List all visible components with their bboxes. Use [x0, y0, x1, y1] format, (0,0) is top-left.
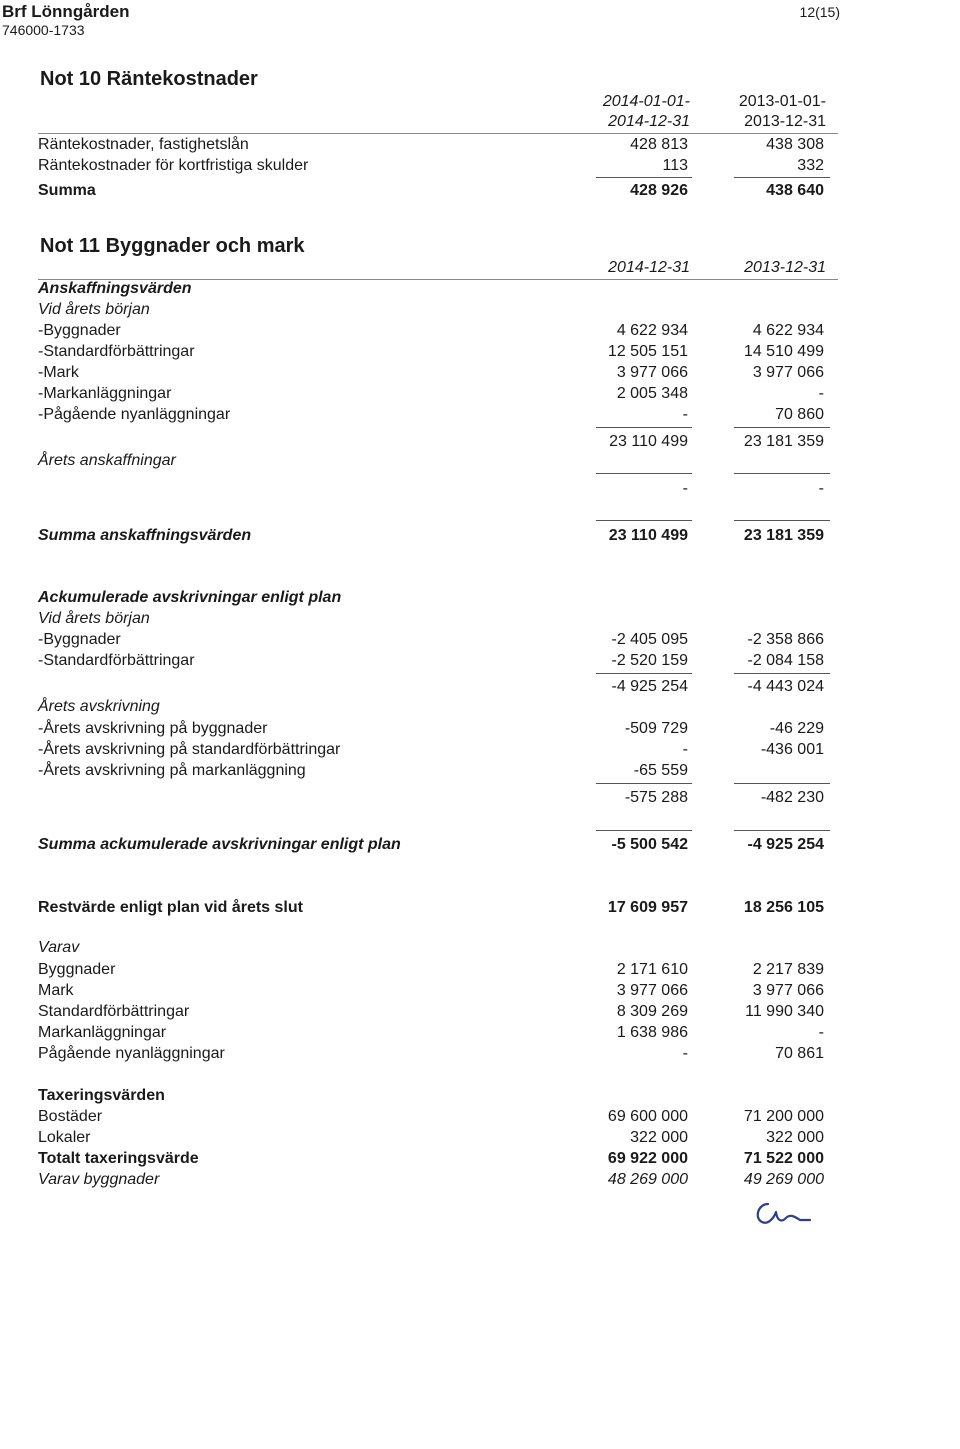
note10-col1-line2: 2014-12-31	[608, 113, 690, 130]
organization-number: 746000-1733	[2, 22, 85, 38]
note11-col1: 2014-12-31	[608, 259, 690, 276]
value-2014: 428 926	[630, 182, 688, 199]
table-row: Markanläggningar 1 638 986 -	[38, 1024, 824, 1041]
table-row: -Mark 3 977 066 3 977 066	[38, 364, 824, 381]
note10-row	[38, 136, 828, 158]
table-row: -Årets avskrivning på standardförbättringar - -436 001	[38, 741, 824, 758]
row-label: Summa	[38, 182, 96, 199]
subtotal-row: -575 288 -482 230	[624, 789, 824, 806]
handwritten-initials-icon	[748, 1196, 818, 1230]
section-heading: Ackumulerade avskrivningar enligt plan	[38, 589, 342, 606]
table-row: Pågående nyanläggningar - 70 861	[38, 1045, 824, 1062]
sum-line	[734, 177, 830, 178]
table-row: -Pågående nyanläggningar - 70 860	[38, 406, 824, 423]
note10-title: Not 10 Räntekostnader	[40, 68, 258, 90]
divider	[38, 133, 838, 134]
summa-avskrivning-row: Summa ackumulerade avskrivningar enligt plan -5 500 542 -4 925 254	[38, 836, 824, 853]
total-taxering-row: Totalt taxeringsvärde 69 922 000 71 522 000	[38, 1150, 824, 1167]
organization-name: Brf Lönngården	[2, 2, 130, 21]
table-row: -Standardförbättringar 12 505 151 14 510 499	[38, 343, 824, 360]
sum-line	[596, 473, 692, 474]
sum-line	[734, 520, 830, 521]
note10-col1-line1: 2014-01-01-	[602, 93, 690, 110]
note11-title: Not 11 Byggnader och mark	[40, 235, 305, 257]
section-subheading: Vid årets början	[38, 301, 150, 318]
note11-col2: 2013-12-31	[744, 259, 826, 276]
subtotal-row: 23 110 499 23 181 359	[609, 433, 824, 450]
table-row: Standardförbättringar 8 309 269 11 990 340	[38, 1003, 824, 1020]
sum-line	[596, 673, 692, 674]
summa-anskaffning-row: Summa anskaffningsvärden 23 110 499 23 181 359	[38, 527, 824, 544]
sum-line	[734, 673, 830, 674]
table-row: -Markanläggningar 2 005 348 -	[38, 385, 824, 402]
table-row: -Standardförbättringar -2 520 159 -2 084 158	[38, 652, 824, 669]
sum-line	[734, 473, 830, 474]
value-2013: 438 308	[766, 136, 824, 153]
section-subheading: Årets anskaffningar	[38, 452, 176, 469]
sum-line	[734, 830, 830, 831]
note10-row	[38, 157, 828, 179]
section-subheading: Årets avskrivning	[38, 698, 160, 715]
section-heading: Taxeringsvärden	[38, 1087, 165, 1104]
section-subheading: Vid årets början	[38, 610, 150, 627]
sum-line	[734, 783, 830, 784]
value-2014: 428 813	[630, 136, 688, 153]
table-row: - -	[682, 480, 824, 497]
table-row: Lokaler 322 000 322 000	[38, 1129, 824, 1146]
sum-line	[596, 427, 692, 428]
table-row: Mark 3 977 066 3 977 066	[38, 982, 824, 999]
value-2013: 438 640	[766, 182, 824, 199]
note10-sum-row	[38, 182, 828, 204]
table-row: -Byggnader 4 622 934 4 622 934	[38, 322, 824, 339]
table-row: -Årets avskrivning på markanläggning -65 559	[38, 762, 688, 779]
value-2014: 113	[662, 157, 688, 174]
restvarde-row: Restvärde enligt plan vid årets slut 17 609 957 18 256 105	[38, 899, 824, 916]
sum-line	[596, 520, 692, 521]
section-heading: Anskaffningsvärden	[38, 280, 192, 297]
sum-line	[596, 783, 692, 784]
table-row: -Byggnader -2 405 095 -2 358 866	[38, 631, 824, 648]
varav-byggnader-row: Varav byggnader 48 269 000 49 269 000	[38, 1171, 824, 1188]
note10-col2-line2: 2013-12-31	[744, 113, 826, 130]
table-row: -Årets avskrivning på byggnader -509 729 -46 229	[38, 720, 824, 737]
table-row: Byggnader 2 171 610 2 217 839	[38, 961, 824, 978]
note10-col2-line1: 2013-01-01-	[738, 93, 826, 110]
section-subheading: Varav	[38, 939, 80, 956]
value-2013: 332	[797, 157, 824, 174]
row-label: Räntekostnader, fastighetslån	[38, 136, 249, 153]
page-number: 12(15)	[799, 4, 840, 20]
sum-line	[734, 427, 830, 428]
subtotal-row: -4 925 254 -4 443 024	[611, 678, 824, 695]
sum-line	[596, 830, 692, 831]
sum-line	[596, 177, 692, 178]
table-row: Bostäder 69 600 000 71 200 000	[38, 1108, 824, 1125]
row-label: Räntekostnader för kortfristiga skulder	[38, 157, 309, 174]
